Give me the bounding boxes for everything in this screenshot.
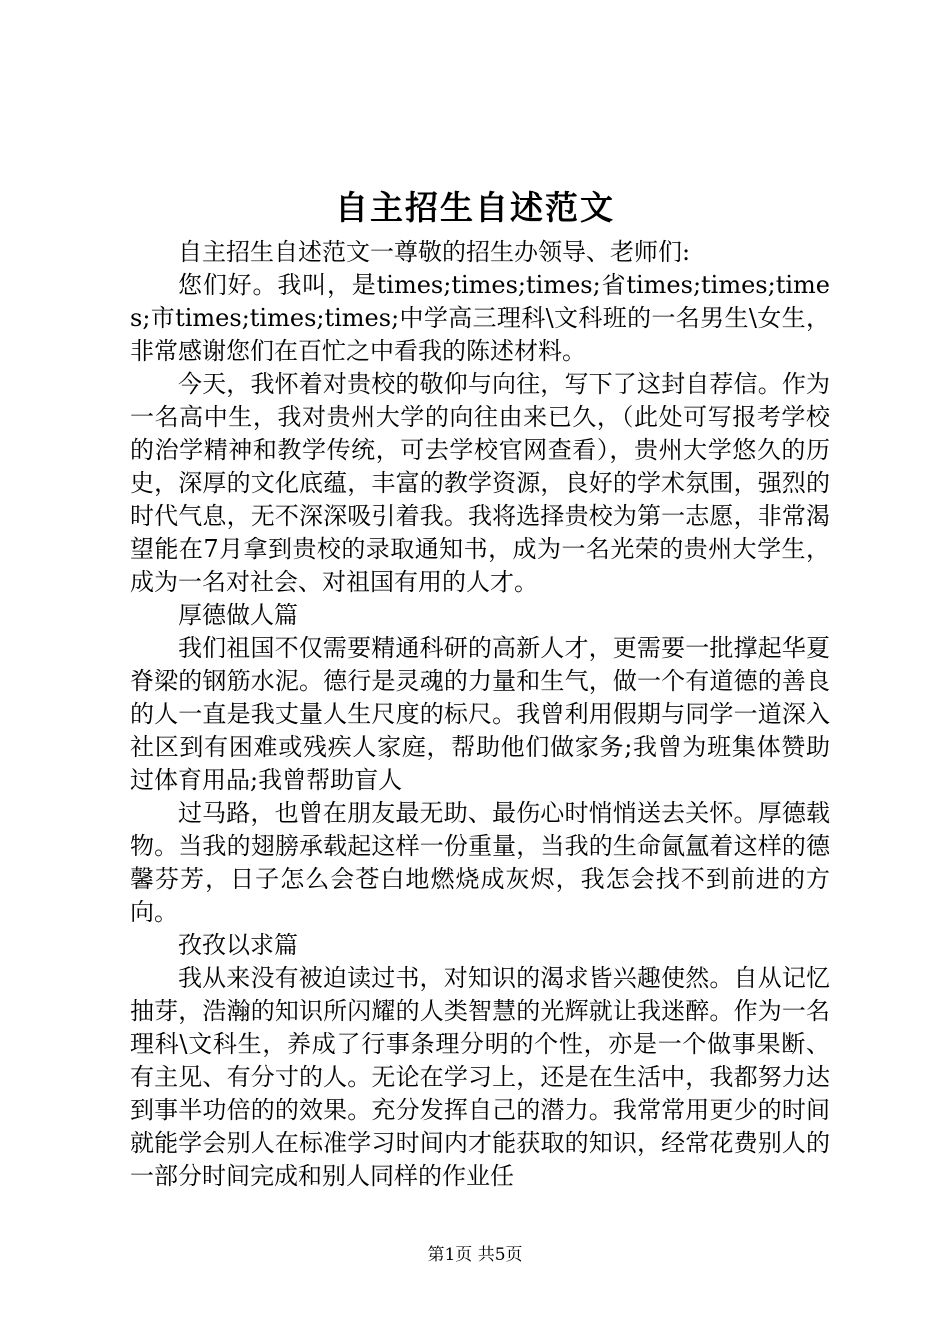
paragraph-motivation: 今天，我怀着对贵校的敬仰与向往，写下了这封自荐信。作为一名高中生，我对贵州大学的向往由来已久，（此处可写报考学校的治学精神和教学传统，可去学校官网查看），贵州大学悠久的历史，深厚的文化底蕴，丰富的教学资源，良好的学术氛围，强烈的时代气息，无不深深吸引着我。我将选择贵校为第一志愿，非常渴望能在7月拿到贵校的录取通知书，成为一名光荣的贵州大学生，成为一名对社会、对祖国有用的人才。 — [130, 370, 830, 596]
paragraph-greeting: 自主招生自述范文一尊敬的招生办领导、老师们: — [178, 238, 691, 266]
paragraph-virtue-continued: 过马路，也曾在朋友最无助、最伤心时悄悄送去关怀。厚德载物。当我的翅膀承载起这样一份重量，当我的生命氤氲着这样的德馨芬芳，日子怎么会苍白地燃烧成灰烬，我怎会找不到前进的方向。 — [130, 799, 830, 926]
paragraph-introduction: 您们好。我叫，是times;times;times;省times;times;times;市times;times;times;中学高三理科\文科班的一名男生\女生，非常感谢您们在百忙之中看我的陈述材料。 — [130, 271, 830, 365]
section-heading-virtue: 厚德做人篇 — [178, 601, 298, 629]
paragraph-learning: 我从来没有被迫读过书，对知识的渴求皆兴趣使然。自从记忆抽芽，浩瀚的知识所闪耀的人类智慧的光辉就让我迷醉。作为一名理科\文科生，养成了行事条理分明的个性，亦是一个做事果断、有主见、有分寸的人。无论在学习上，还是在生活中，我都努力达到事半功倍的的效果。充分发挥自己的潜力。我常常用更少的时间就能学会别人在标准学习时间内才能获取的知识，经常花费别人的一部分时间完成和别人同样的作业任 — [130, 964, 830, 1190]
page-number-footer: 第1页 共5页 — [427, 1245, 523, 1265]
paragraph-virtue: 我们祖国不仅需要精通科研的高新人才，更需要一批撑起华夏脊梁的钢筋水泥。德行是灵魂的力量和生气，做一个有道德的善良的人一直是我丈量人生尺度的标尺。我曾利用假期与同学一道深入社区到有困难或残疾人家庭，帮助他们做家务;我曾为班集体赞助过体育用品;我曾帮助盲人 — [130, 634, 830, 794]
section-heading-learning: 孜孜以求篇 — [178, 931, 298, 959]
document-body — [130, 236, 830, 1193]
document-title: 自主招生自述范文 — [335, 188, 615, 227]
